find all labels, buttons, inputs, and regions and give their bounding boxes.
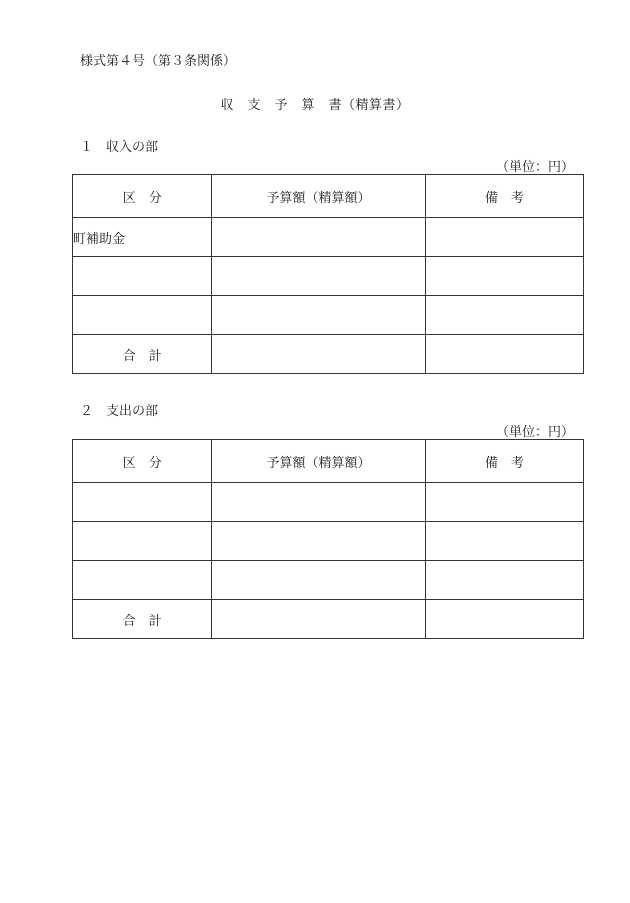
total-row: [73, 600, 584, 639]
table-row: [73, 561, 584, 600]
category-cell[interactable]: [73, 561, 212, 600]
header-budget-amount: 予算額（精算額）: [212, 175, 425, 218]
total-amount-cell[interactable]: [212, 600, 425, 639]
expense-unit-label: （単位：円）: [495, 425, 574, 440]
income-unit-label: （単位：円）: [495, 160, 574, 175]
amount-cell[interactable]: [212, 218, 425, 257]
table-row: [73, 257, 584, 296]
total-amount-cell[interactable]: [212, 335, 425, 374]
remarks-cell[interactable]: [425, 483, 583, 522]
header-remarks: 備 考: [425, 175, 583, 218]
total-row: [73, 335, 584, 374]
amount-cell[interactable]: [212, 522, 425, 561]
amount-cell[interactable]: [212, 483, 425, 522]
header-category: 区 分: [73, 175, 212, 218]
table-header-row: [73, 440, 584, 483]
total-remarks-cell[interactable]: [425, 335, 583, 374]
total-remarks-cell[interactable]: [425, 600, 583, 639]
income-section-heading: １ 収入の部: [80, 140, 159, 155]
category-cell[interactable]: [73, 522, 212, 561]
remarks-cell[interactable]: [425, 257, 583, 296]
remarks-cell[interactable]: [425, 218, 583, 257]
form-number-label: 様式第４号（第３条関係）: [80, 54, 237, 69]
category-cell[interactable]: [73, 257, 212, 296]
table-header-row: [73, 175, 584, 218]
table-row: [73, 522, 584, 561]
header-remarks: 備 考: [425, 440, 583, 483]
income-table: [72, 174, 584, 374]
header-budget-amount: 予算額（精算額）: [212, 440, 425, 483]
table-row: [73, 483, 584, 522]
total-label: 合 計: [73, 600, 212, 639]
document-title: 収 支 予 算 書（精算書）: [220, 98, 410, 113]
amount-cell[interactable]: [212, 257, 425, 296]
remarks-cell[interactable]: [425, 522, 583, 561]
amount-cell[interactable]: [212, 561, 425, 600]
expense-table: [72, 439, 584, 639]
header-category: 区 分: [73, 440, 212, 483]
table-row: [73, 218, 584, 257]
table-row: [73, 296, 584, 335]
category-cell[interactable]: [73, 483, 212, 522]
amount-cell[interactable]: [212, 296, 425, 335]
category-cell[interactable]: [73, 296, 212, 335]
remarks-cell[interactable]: [425, 561, 583, 600]
expense-section-heading: ２ 支出の部: [80, 404, 159, 419]
total-label: 合 計: [73, 335, 212, 374]
category-cell[interactable]: 町補助金: [73, 218, 212, 257]
remarks-cell[interactable]: [425, 296, 583, 335]
